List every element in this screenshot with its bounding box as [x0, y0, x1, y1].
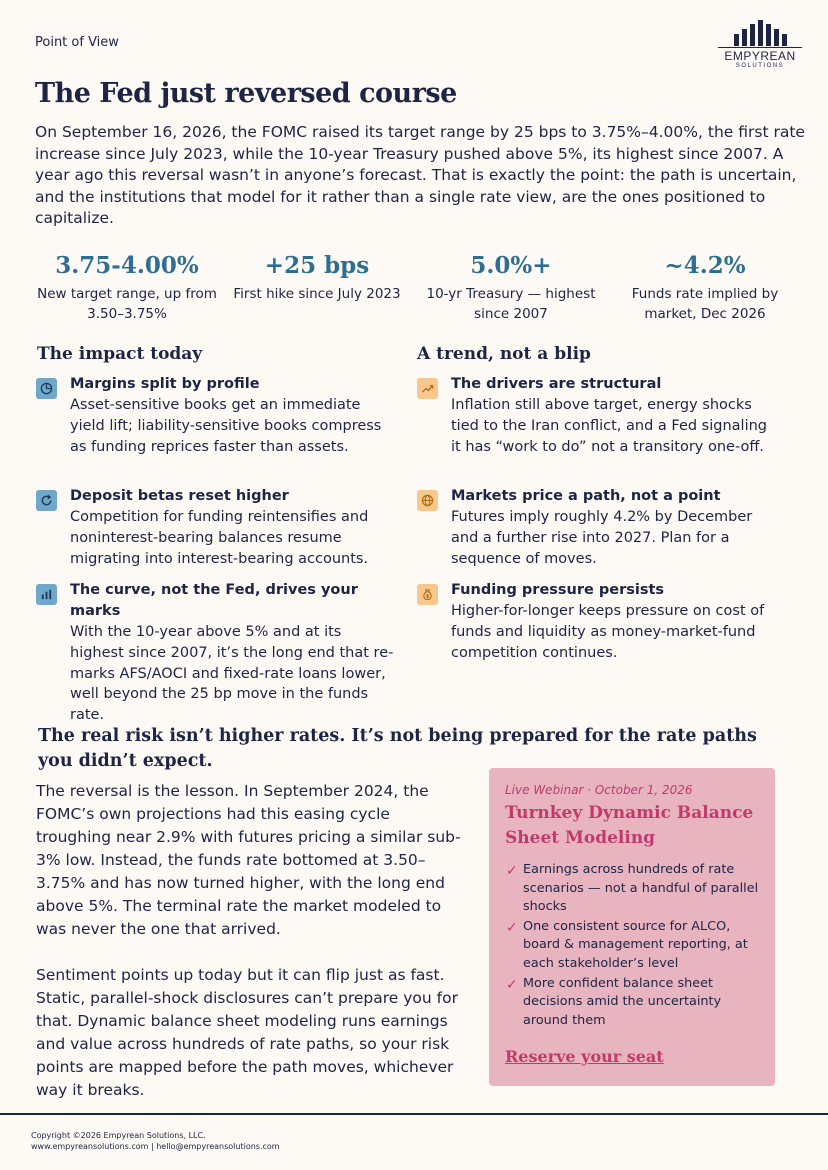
impact-item-margins	[36, 374, 396, 457]
promo-bullet: ✓ Earnings across hundreds of rate scenarios — not a handful of parallel shocks	[506, 862, 759, 915]
item-title: The curve, not the Fed, drives your marks	[70, 582, 358, 619]
globe-icon	[417, 490, 438, 511]
trend-up-icon	[417, 378, 438, 399]
logo-name: EMPYREAN	[718, 47, 802, 63]
impact-item-curve	[36, 580, 396, 726]
check-icon: ✓	[506, 863, 518, 879]
impact-item-deposit-betas	[36, 486, 396, 569]
trend-heading: A trend, not a blip	[417, 344, 591, 364]
item-body: Futures imply roughly 4.2% by December and a further rise into 2027. Plan for a sequence of moves.	[451, 509, 753, 567]
stat-target-range	[27, 252, 227, 324]
footer	[31, 1130, 280, 1152]
check-icon: ✓	[506, 976, 518, 993]
logo-sub: SOLUTIONS	[735, 63, 785, 69]
item-title: The drivers are structural	[451, 376, 662, 392]
pie-chart-icon	[36, 378, 57, 399]
footer-divider	[0, 1113, 828, 1115]
stat-value: 5.0%+	[470, 252, 552, 279]
item-body: With the 10-year above 5% and at its highest since 2007, it’s the long end that re-marks AFS/AOCI and fixed-rate loans lower, well beyond the 25 bp move in the funds rate.	[70, 624, 394, 724]
stat-implied-rate	[605, 252, 805, 324]
promo-bullet: ✓ One consistent source for ALCO, board & management reporting, at each stakeholder’s level	[506, 918, 748, 971]
item-title: Margins split by profile	[70, 376, 260, 392]
item-title: Deposit betas reset higher	[70, 488, 289, 504]
check-icon: ✓	[506, 919, 518, 936]
item-body: Competition for funding reintensifies and noninterest-bearing balances resume migrating into interest-bearing accounts.	[70, 509, 369, 567]
item-body: Inflation still above target, energy shocks tied to the Iran conflict, and a Fed signaling it has “work to do” not a transitory one-off.	[451, 397, 767, 455]
promo-bullet-list	[505, 861, 759, 1030]
trend-item-funding	[417, 580, 777, 663]
footer-contact: www.empyreansolutions.com | hello@empyreansolutions.com	[31, 1142, 280, 1151]
stat-treasury	[411, 252, 611, 324]
stat-label: New target range, up from 3.50–3.75%	[37, 286, 217, 322]
risk-paragraph-1: The reversal is the lesson. In September 2024, the FOMC’s own projections had this easing cycle troughing near 2.9% with futures pricing a similar sub-3% low. Instead, the funds rate bottomed at 3.50–3.75% and has now turned higher, with the long end above 5%. The terminal rate the market modeled to was never the one that arrived.	[36, 782, 461, 938]
logo-bars-icon	[726, 20, 794, 46]
stat-value: ~4.2%	[664, 252, 746, 279]
bar-chart-icon	[36, 584, 57, 605]
refresh-icon	[36, 490, 57, 511]
money-bag-icon	[417, 584, 438, 605]
item-body: Higher-for-longer keeps pressure on cost of funds and liquidity as money-market-fund competition continues.	[451, 603, 765, 661]
risk-heading: The real risk isn’t higher rates. It’s not being prepared for the rate paths you didn’t expect.	[38, 726, 757, 771]
item-title: Funding pressure persists	[451, 582, 665, 598]
trend-item-drivers	[417, 374, 777, 457]
reserve-seat-link[interactable]: Reserve your seat	[505, 1047, 664, 1067]
footer-copyright: Copyright ©2026 Empyrean Solutions, LLC.	[31, 1131, 206, 1140]
promo-eyebrow: Live Webinar · October 1, 2026	[505, 783, 693, 797]
item-body: Asset-sensitive books get an immediate yield lift; liability-sensitive books compress as funding reprices faster than assets.	[70, 397, 382, 455]
page-title: The Fed just reversed course	[35, 78, 457, 109]
stat-label: First hike since July 2023	[233, 286, 401, 302]
page-eyebrow: Point of View	[35, 35, 119, 50]
item-title: Markets price a path, not a point	[451, 488, 721, 504]
risk-paragraph-2: Sentiment points up today but it can flip just as fast. Static, parallel-shock disclosures can’t prepare you for that. Dynamic balance sheet modeling runs earnings and value across hundreds of rate paths, so your risk points are mapped before the path moves, whichever way it breaks.	[36, 966, 458, 1099]
stat-value: +25 bps	[264, 252, 370, 279]
impact-heading: The impact today	[37, 344, 203, 364]
company-logo	[718, 20, 802, 72]
webinar-promo-card	[489, 768, 775, 1086]
intro-paragraph: On September 16, 2026, the FOMC raised its target range by 25 bps to 3.75%–4.00%, the first rate increase since July 2023, while the 10-year Treasury pushed above 5%, its highest since 2007. A year ago this reversal wasn’t in anyone’s forecast. That is exactly the point: the path is uncertain, and the institutions that model for it rather than a single rate view, are the ones positioned to capitalize.	[35, 123, 805, 228]
trend-item-markets-path	[417, 486, 777, 569]
stat-label: Funds rate implied by market, Dec 2026	[631, 286, 779, 322]
promo-bullet: ✓ More confident balance sheet decisions amid the uncertainty around them	[506, 975, 722, 1028]
promo-title: Turnkey Dynamic Balance Sheet Modeling	[505, 803, 754, 848]
stat-value: 3.75-4.00%	[55, 252, 199, 279]
stat-bps-hike	[217, 252, 417, 304]
stat-label: 10-yr Treasury — highest since 2007	[426, 286, 596, 322]
